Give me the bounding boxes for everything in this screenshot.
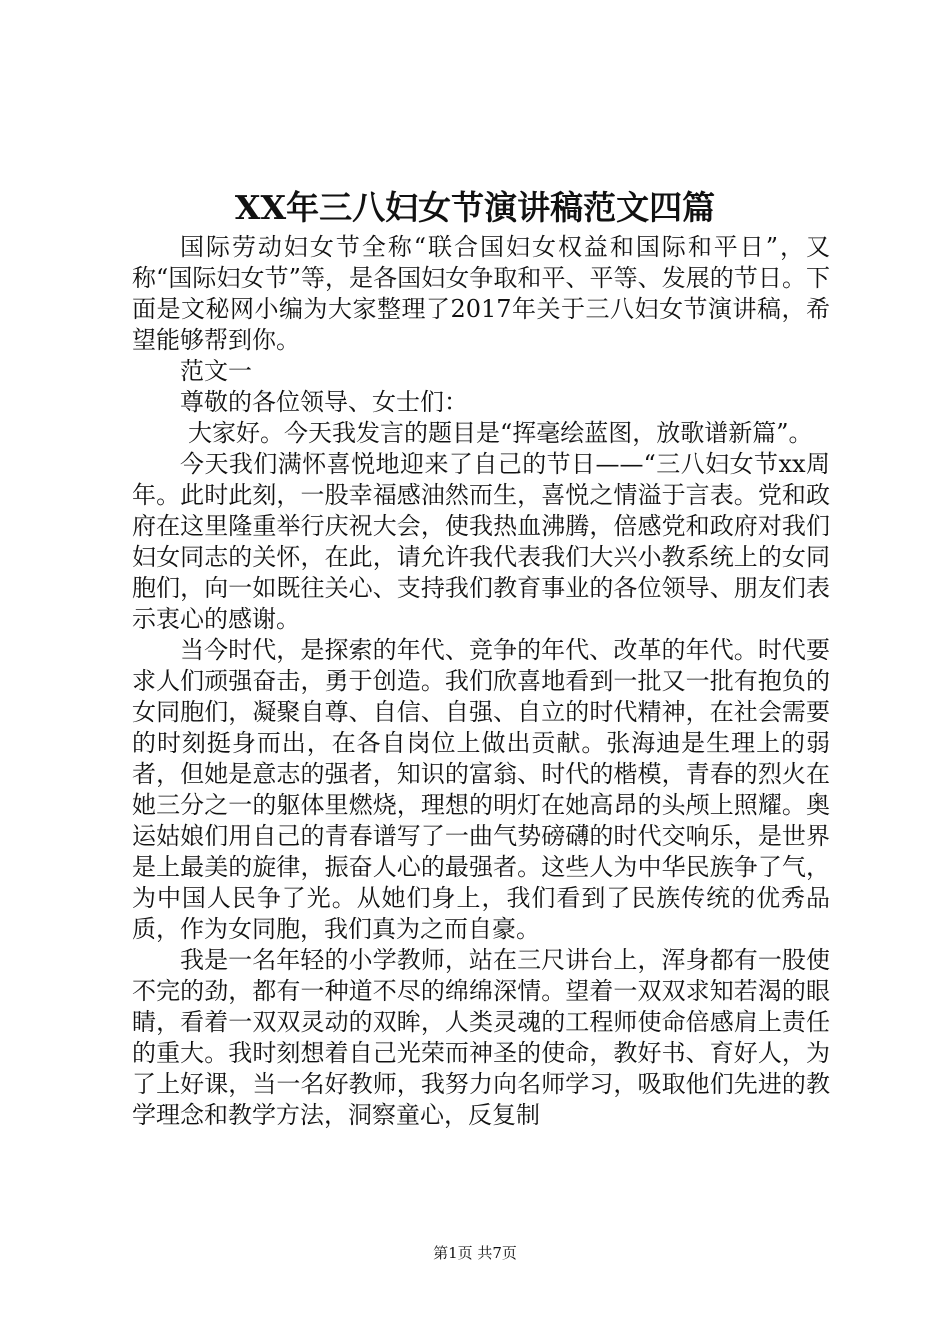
paragraph-body: 今天我们满怀喜悦地迎来了自己的节日——“三八妇女节xx周年。此时此刻，一股幸福感油然而生，喜悦之情溢于言表。党和政府在这里隆重举行庆祝大会，使我热血沸腾，倍感党和政府对我们妇女同志的关怀，在此，请允许我代表我们大兴小教系统上的女同胞们，向一如既往关心、支持我们教育事业的各位领导、朋友们表示衷心的感谢。: [132, 450, 830, 633]
paragraph-body: 当今时代，是探索的年代、竞争的年代、改革的年代。时代要求人们顽强奋击，勇于创造。我们欣喜地看到一批又一批有抱负的女同胞们，凝聚自尊、自信、自强、自立的时代精神，在社会需要的时刻挺身而出，在各自岗位上做出贡献。张海迪是生理上的弱者，但她是意志的强者，知识的富翁、时代的楷模，青春的烈火在她三分之一的躯体里燃烧，理想的明灯在她高昂的头颅上照耀。奥运姑娘们用自己的青春谱写了一曲气势磅礴的时代交响乐，是世界是上最美的旋律，振奋人心的最强者。这些人为中华民族争了气，为中国人民争了光。从她们身上，我们看到了民族传统的优秀品质，作为女同胞，我们真为之而自豪。: [132, 636, 830, 943]
paragraph-section-heading: 范文一: [180, 357, 252, 385]
document-body: [132, 232, 830, 1131]
paragraph-body: 我是一名年轻的小学教师，站在三尺讲台上，浑身都有一股使不完的劲，都有一种道不尽的绵绵深情。望着一双双求知若渴的眼睛，看着一双双灵动的双眸，人类灵魂的工程师使命倍感肩上责任的重大。我时刻想着自己光荣而神圣的使命，教好书、育好人，为了上好课，当一名好教师，我努力向名师学习，吸取他们先进的教学理念和教学方法，洞察童心，反复制: [132, 946, 830, 1129]
paragraph-intro: 国际劳动妇女节全称“联合国妇女权益和国际和平日”，又称“国际妇女节”等，是各国妇女争取和平、平等、发展的节日。下面是文秘网小编为大家整理了2017年关于三八妇女节演讲稿，希望能够帮到你。: [132, 233, 830, 354]
page-number-footer: 第1页 共7页: [433, 1244, 517, 1262]
paragraph-salutation: 尊敬的各位领导、女士们：: [180, 388, 468, 416]
paragraph-greeting: 大家好。今天我发言的题目是“挥毫绘蓝图，放歌谱新篇”。: [188, 419, 813, 447]
document-title: XX年三八妇女节演讲稿范文四篇: [234, 188, 716, 227]
